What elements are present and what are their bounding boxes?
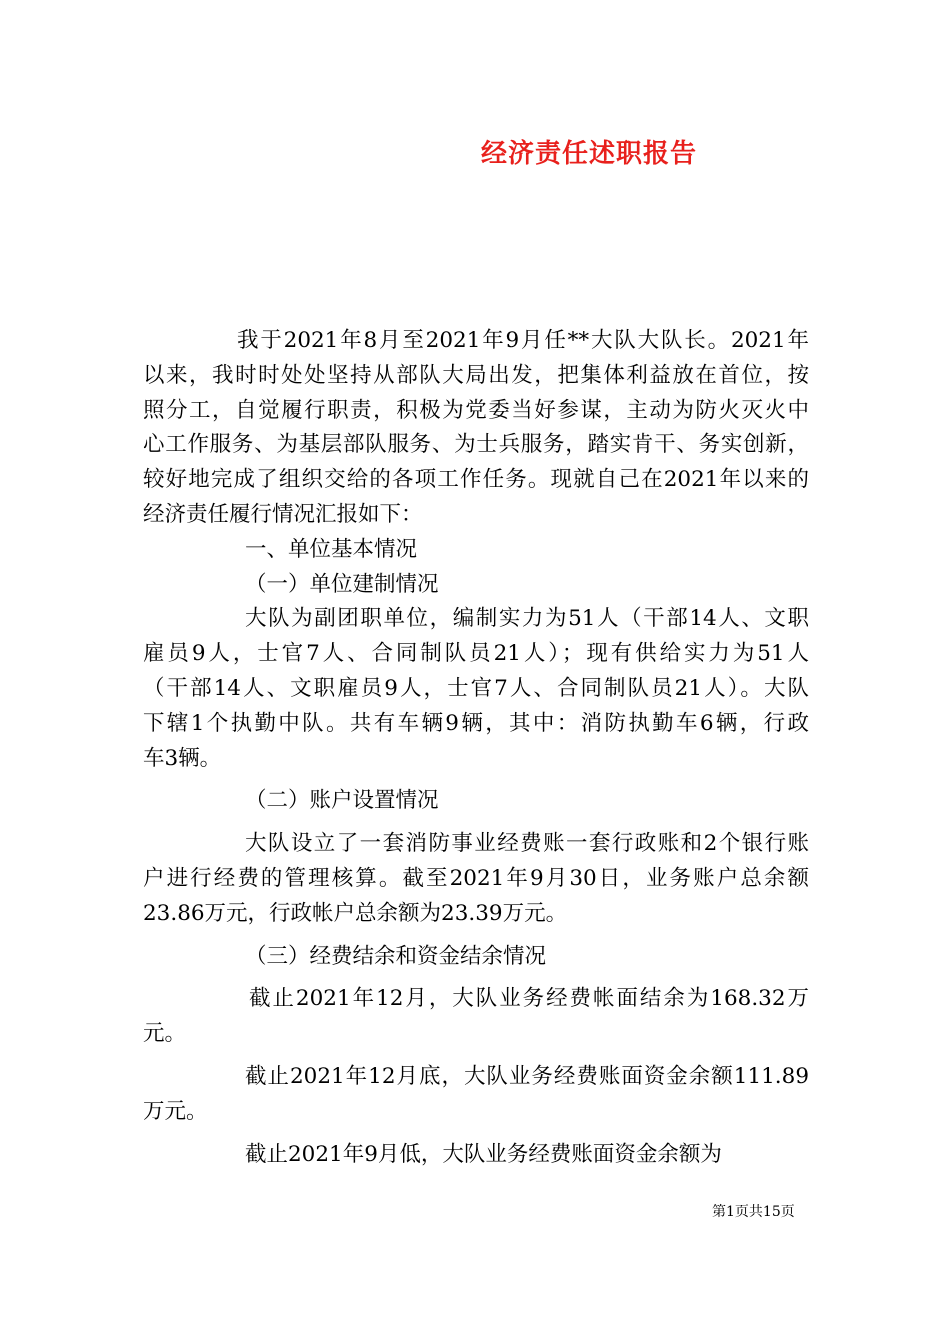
page-number: 第1页共15页 [712,1204,795,1220]
document-title: 经济责任述职报告 [480,139,697,169]
paragraph-line: 心工作服务、为基层部队服务、为士兵服务，踏实肯干、务实创新， [143,432,809,458]
paragraph-line: 照分工，自觉履行职责，积极为党委当好参谋，主动为防火灭火中 [143,397,809,423]
paragraph-line: 23.86万元，行政帐户总余额为23.39万元。 [143,900,568,926]
subsection-heading: （三）经费结余和资金结余情况 [245,943,547,969]
paragraph-line: 大队设立了一套消防事业经费账一套行政账和2个银行账 [245,831,809,857]
document-body [143,324,809,1172]
paragraph-line: （干部14人、文职雇员9人，士官7人、合同制队员21人）。大队 [143,675,809,701]
paragraph-line: 雇员9人，士官7人、合同制队员21人）；现有供给实力为51人 [143,641,809,667]
paragraph-line: 较好地完成了组织交给的各项工作任务。现就自己在2021年以来的 [143,467,809,493]
paragraph-line: 截止2021年9月低，大队业务经费账面资金余额为 [245,1141,722,1167]
paragraph-line: 以来，我时时处处坚持从部队大局出发，把集体利益放在首位，按 [143,362,809,388]
paragraph-line: 户进行经费的管理核算。截至2021年9月30日，业务账户总余额 [143,865,809,891]
paragraph-line: 万元。 [143,1098,208,1124]
paragraph-line: 元。 [143,1021,187,1047]
paragraph-line: 车3辆。 [143,745,222,771]
paragraph-line: 我于2021年8月至2021年9月任**大队大队长。2021年 [237,328,809,353]
paragraph-line: 截止2021年12月，大队业务经费帐面结余为168.32万 [249,986,809,1012]
paragraph-line: 下辖1个执勤中队。共有车辆9辆，其中：消防执勤车6辆，行政 [143,710,809,736]
subsection-heading: （一）单位建制情况 [245,571,439,597]
paragraph-line: 大队为副团职单位，编制实力为51人（干部14人、文职 [245,606,809,632]
paragraph-line: 截止2021年12月底，大队业务经费账面资金余额111.89 [245,1063,809,1089]
section-heading: 一、单位基本情况 [245,536,418,562]
subsection-heading: （二）账户设置情况 [245,788,439,814]
paragraph-line: 经济责任履行情况汇报如下： [143,501,423,527]
